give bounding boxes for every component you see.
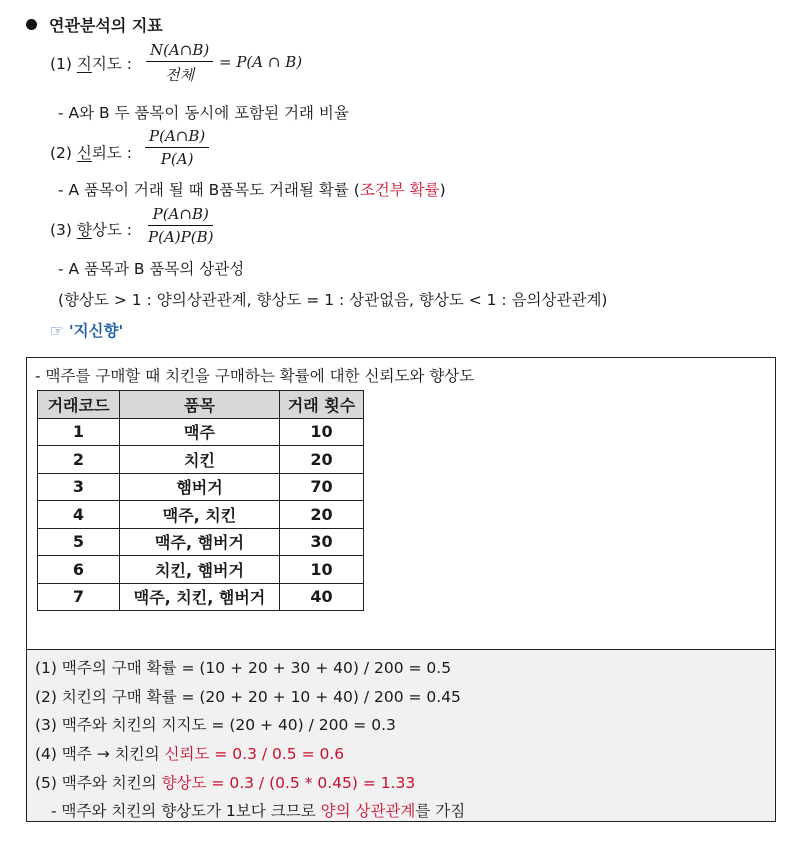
cell-items: 치킨 [120, 446, 280, 474]
table-row [38, 583, 364, 611]
cell-items: 맥주, 치킨, 햄버거 [120, 583, 280, 611]
table-row [38, 446, 364, 474]
support-formula [146, 41, 213, 85]
cell-code: 5 [38, 528, 120, 556]
table-row [38, 501, 364, 529]
cell-code: 6 [38, 556, 120, 584]
cell-items: 맥주, 치킨 [120, 501, 280, 529]
confidence-denominator: P(A) [160, 150, 194, 168]
lift-label: (3) 향상도 : [50, 221, 132, 239]
cell-items: 햄버거 [120, 473, 280, 501]
support-description: - A와 B 두 품목이 동시에 포함된 거래 비율 [58, 104, 349, 122]
mnemonic-text: '지신향' [68, 322, 124, 340]
header-items: 품목 [120, 391, 280, 419]
calculation-panel [27, 650, 775, 821]
cell-items: 치킨, 햄버거 [120, 556, 280, 584]
table-row [38, 418, 364, 446]
bullet-icon [26, 19, 37, 30]
lift-interpretation: (향상도 > 1 : 양의상관관계, 향상도 = 1 : 상관없음, 향상도 < 1 : 음의상관관계) [58, 291, 608, 309]
example-box [26, 357, 776, 822]
example-top-panel [27, 358, 775, 650]
confidence-numerator: P(A∩B) [145, 127, 209, 148]
cell-count: 10 [280, 556, 364, 584]
lift-description: - A 품목과 B 품목의 상관성 [58, 260, 245, 278]
cell-items: 맥주 [120, 418, 280, 446]
section-title [26, 13, 163, 36]
support-label: (1) 지지도 : [50, 55, 132, 73]
calc-line: (1) 맥주의 구매 확률 = (10 + 20 + 30 + 40) / 200 = 0.5 [35, 659, 452, 677]
calc-conclusion: - 맥주와 치킨의 향상도가 1보다 크므로 양의 상관관계를 가짐 [51, 802, 466, 820]
calc-line: (4) 맥주 → 치킨의 신뢰도 = 0.3 / 0.5 = 0.6 [35, 745, 345, 763]
pointing-hand-icon: ☞ [50, 322, 64, 340]
confidence-formula [145, 127, 209, 168]
calc-line: (5) 맥주와 치킨의 향상도 = 0.3 / (0.5 * 0.45) = 1.33 [35, 774, 416, 792]
table-header-row [38, 391, 364, 419]
cell-code: 2 [38, 446, 120, 474]
section-title-text: 연관분석의 지표 [49, 16, 163, 35]
cell-code: 7 [38, 583, 120, 611]
support-denominator: 전체 [165, 66, 195, 84]
header-count: 거래 횟수 [280, 391, 364, 419]
cell-count: 70 [280, 473, 364, 501]
example-intro: - 맥주를 구매할 때 치킨을 구매하는 확률에 대한 신뢰도와 향상도 [35, 367, 475, 385]
cell-code: 1 [38, 418, 120, 446]
lift-denominator: P(A)P(B) [148, 228, 214, 246]
support-numerator: N(A∩B) [146, 41, 213, 62]
confidence-description: - A 품목이 거래 될 때 B품목도 거래될 확률 (조건부 확률) [58, 181, 446, 199]
support-equals: = P(A ∩ B) [219, 53, 303, 71]
mnemonic [50, 319, 123, 341]
cell-items: 맥주, 햄버거 [120, 528, 280, 556]
calc-line: (2) 치킨의 구매 확률 = (20 + 20 + 10 + 40) / 200 = 0.45 [35, 688, 461, 706]
cell-count: 20 [280, 501, 364, 529]
cell-count: 30 [280, 528, 364, 556]
cell-count: 20 [280, 446, 364, 474]
confidence-label: (2) 신뢰도 : [50, 144, 132, 162]
cell-code: 3 [38, 473, 120, 501]
header-code: 거래코드 [38, 391, 120, 419]
table-row [38, 556, 364, 584]
lift-formula [148, 205, 213, 246]
transaction-table [37, 390, 364, 611]
table-row [38, 473, 364, 501]
calc-line: (3) 맥주와 치킨의 지지도 = (20 + 40) / 200 = 0.3 [35, 716, 396, 734]
cell-count: 40 [280, 583, 364, 611]
lift-numerator: P(A∩B) [148, 205, 213, 226]
table-row [38, 528, 364, 556]
cell-code: 4 [38, 501, 120, 529]
cell-count: 10 [280, 418, 364, 446]
